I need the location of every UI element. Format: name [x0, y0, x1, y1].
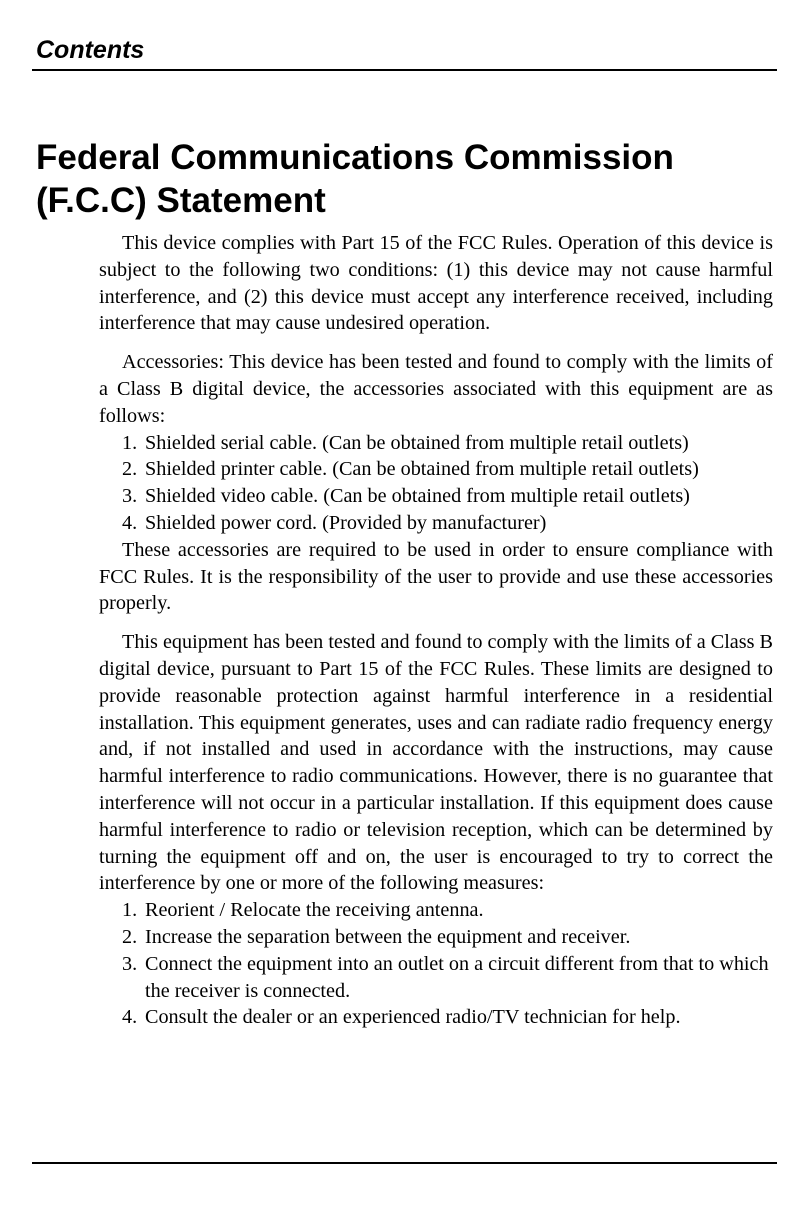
list-text: Shielded power cord. (Provided by manufacturer) [145, 511, 547, 534]
list-number: 1. [122, 899, 138, 922]
accessories-paragraph: Accessories: This device has been tested and found to comply with the limits of a Class B digital device, the accessories associated with this equipment are as follows: [99, 351, 773, 427]
list-number: 2. [122, 925, 138, 948]
accessories-list [99, 430, 773, 537]
statement-body [99, 230, 773, 1031]
list-text: Consult the dealer or an experienced radio/TV technician for help. [145, 1006, 681, 1029]
list-number: 1. [122, 431, 138, 454]
running-header-title: Contents [36, 36, 145, 64]
header-divider [32, 69, 777, 71]
list-text: Shielded printer cable. (Can be obtained from multiple retail outlets) [145, 458, 699, 481]
list-text: Shielded serial cable. (Can be obtained from multiple retail outlets) [145, 431, 689, 454]
list-number: 4. [122, 511, 138, 534]
footer-divider [32, 1162, 777, 1164]
page-title-line-1: Federal Communications Commission [36, 138, 674, 177]
list-number: 4. [122, 1006, 138, 1029]
list-number: 3. [122, 952, 138, 975]
compliance-paragraph: This device complies with Part 15 of the FCC Rules. Operation of this device is subject to the following two conditions: (1) this device may not cause harmful interference, and (2) this device must accept any interference received, including interference that may cause undesired operation. [99, 232, 773, 335]
list-text: Reorient / Relocate the receiving antenna. [145, 899, 484, 922]
list-item [99, 1004, 773, 1031]
list-item [99, 951, 773, 1005]
list-number: 3. [122, 485, 138, 508]
accessories-usage-paragraph: These accessories are required to be used in order to ensure compliance with FCC Rules. It is the responsibility of the user to provide and use these accessories properly. [99, 538, 773, 615]
measures-list [99, 897, 773, 1031]
list-item [99, 924, 773, 951]
page-title-line-2: (F.C.C) Statement [36, 181, 326, 220]
list-item [99, 430, 773, 457]
list-number: 2. [122, 458, 138, 481]
list-text: Connect the equipment into an outlet on a circuit different from that to which the receiver is connected. [145, 952, 769, 1002]
list-text: Increase the separation between the equipment and receiver. [145, 925, 631, 948]
list-item [99, 510, 773, 537]
list-item [99, 897, 773, 924]
list-text: Shielded video cable. (Can be obtained from multiple retail outlets) [145, 485, 690, 508]
list-item [99, 483, 773, 510]
list-item [99, 456, 773, 483]
page-title [36, 136, 776, 222]
class-b-paragraph: This equipment has been tested and found to comply with the limits of a Class B digital device, pursuant to Part 15 of the FCC Rules. These limits are designed to provide reasonable protection against harmful interference in a residential installation. This equipment generates, uses and can radiate radio frequency energy and, if not installed and used in accordance with the instructions, may cause harmful interference to radio communications. However, there is no guarantee that interference will not occur in a particular installation. If this equipment does cause harmful interference to radio or television reception, which can be determined by turning the equipment off and on, the user is encouraged to try to correct the interference by one or more of the following measures: [99, 631, 773, 895]
